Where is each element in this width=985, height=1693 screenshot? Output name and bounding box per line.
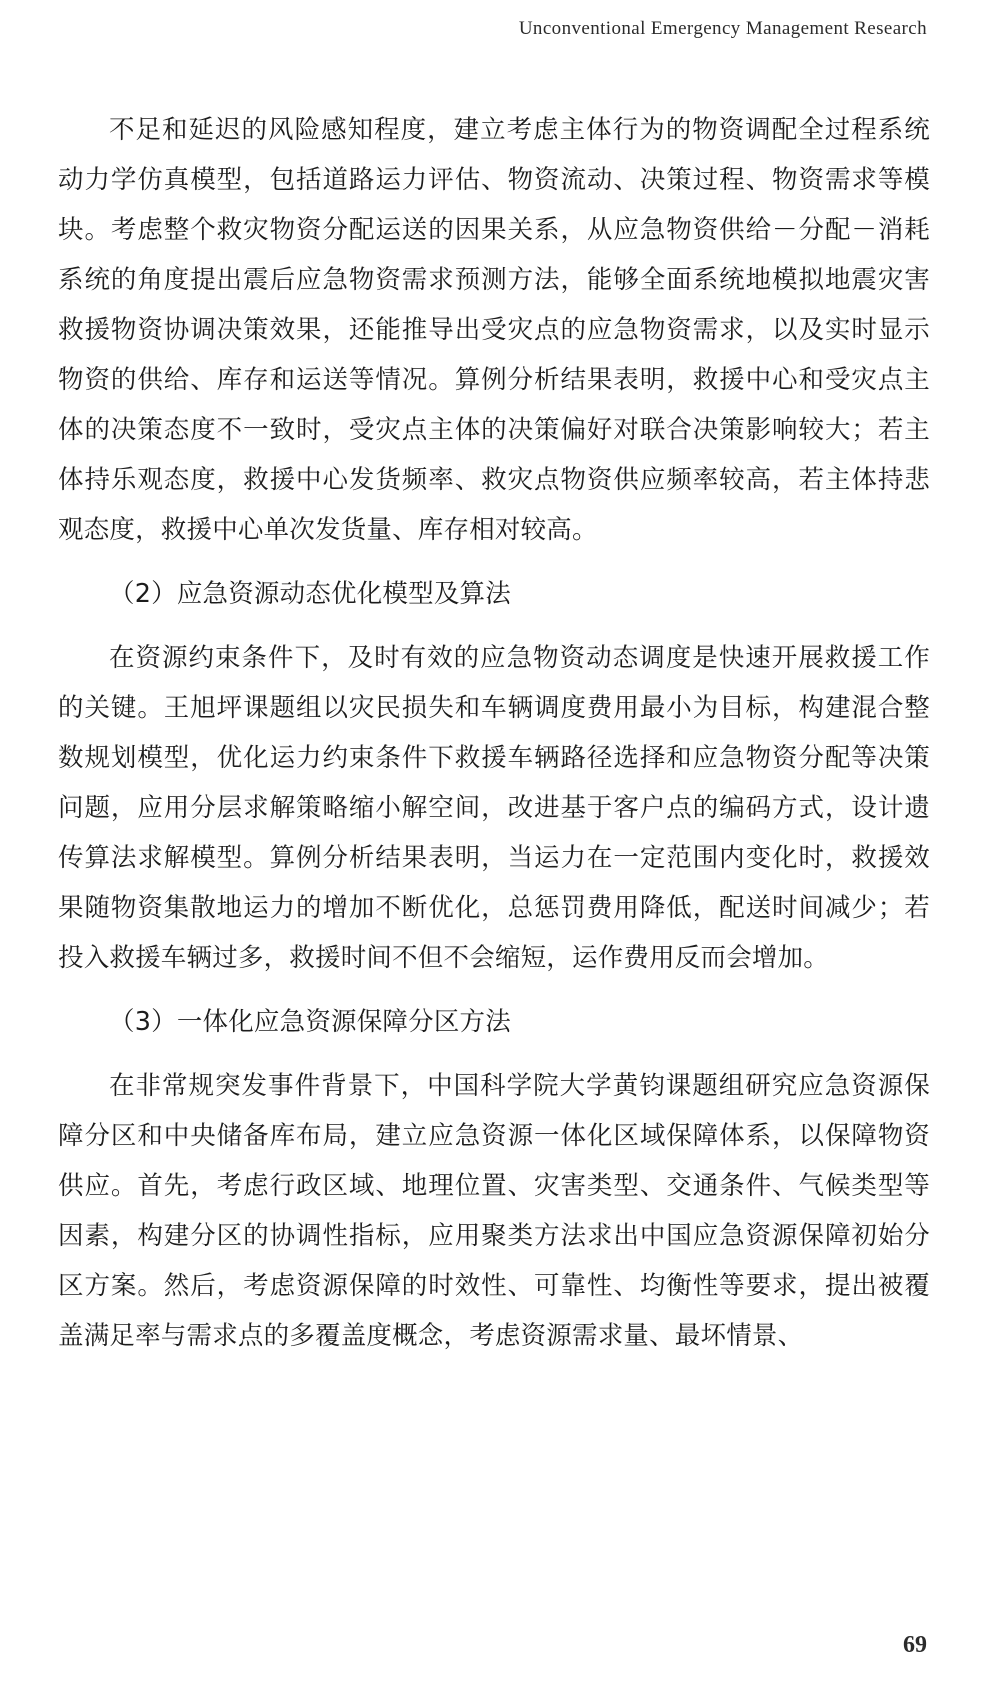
page-number: 69 (903, 1632, 927, 1658)
subheading-2: （2）应急资源动态优化模型及算法 (109, 579, 511, 609)
subheading-3: （3）一体化应急资源保障分区方法 (109, 1007, 511, 1037)
header-rule (58, 58, 927, 59)
paragraph-2: 在资源约束条件下，及时有效的应急物资动态调度是快速开展救援工作的关键。王旭坪课题组以灾民损失和车辆调度费用最小为目标，构建混合整数规划模型，优化运力约束条件下救援车辆路径选择和应急物资分配等决策问题，应用分层求解策略缩小解空间，改进基于客户点的编码方式，设计遗传算法求解模型。算例分析结果表明，当运力在一定范围内变化时，救援效果随物资集散地运力的增加不断优化，总惩罚费用降低，配送时间减少；若投入救援车辆过多，救援时间不但不会缩短，运作费用反而会增加。 (58, 643, 930, 973)
paragraph-3: 在非常规突发事件背景下，中国科学院大学黄钧课题组研究应急资源保障分区和中央储备库布局，建立应急资源一体化区域保障体系，以保障物资供应。首先，考虑行政区域、地理位置、灾害类型、交通条件、气候类型等因素，构建分区的协调性指标，应用聚类方法求出中国应急资源保障初始分区方案。然后，考虑资源保障的时效性、可靠性、均衡性等要求，提出被覆盖满足率与需求点的多覆盖度概念，考虑资源需求量、最坏情景、 (58, 1071, 930, 1351)
paragraph-continuation: 不足和延迟的风险感知程度，建立考虑主体行为的物资调配全过程系统动力学仿真模型，包括道路运力评估、物资流动、决策过程、物资需求等模块。考虑整个救灾物资分配运送的因果关系，从应急物资供给－分配－消耗系统的角度提出震后应急物资需求预测方法，能够全面系统地模拟地震灾害救援物资协调决策效果，还能推导出受灾点的应急物资需求，以及实时显示物资的供给、库存和运送等情况。算例分析结果表明，救援中心和受灾点主体的决策态度不一致时，受灾点主体的决策偏好对联合决策影响较大；若主体持乐观态度，救援中心发货频率、救灾点物资供应频率较高，若主体持悲观态度，救援中心单次发货量、库存相对较高。 (58, 115, 930, 545)
running-header-title: Unconventional Emergency Management Research (518, 18, 927, 39)
body-text-column (58, 105, 930, 1367)
